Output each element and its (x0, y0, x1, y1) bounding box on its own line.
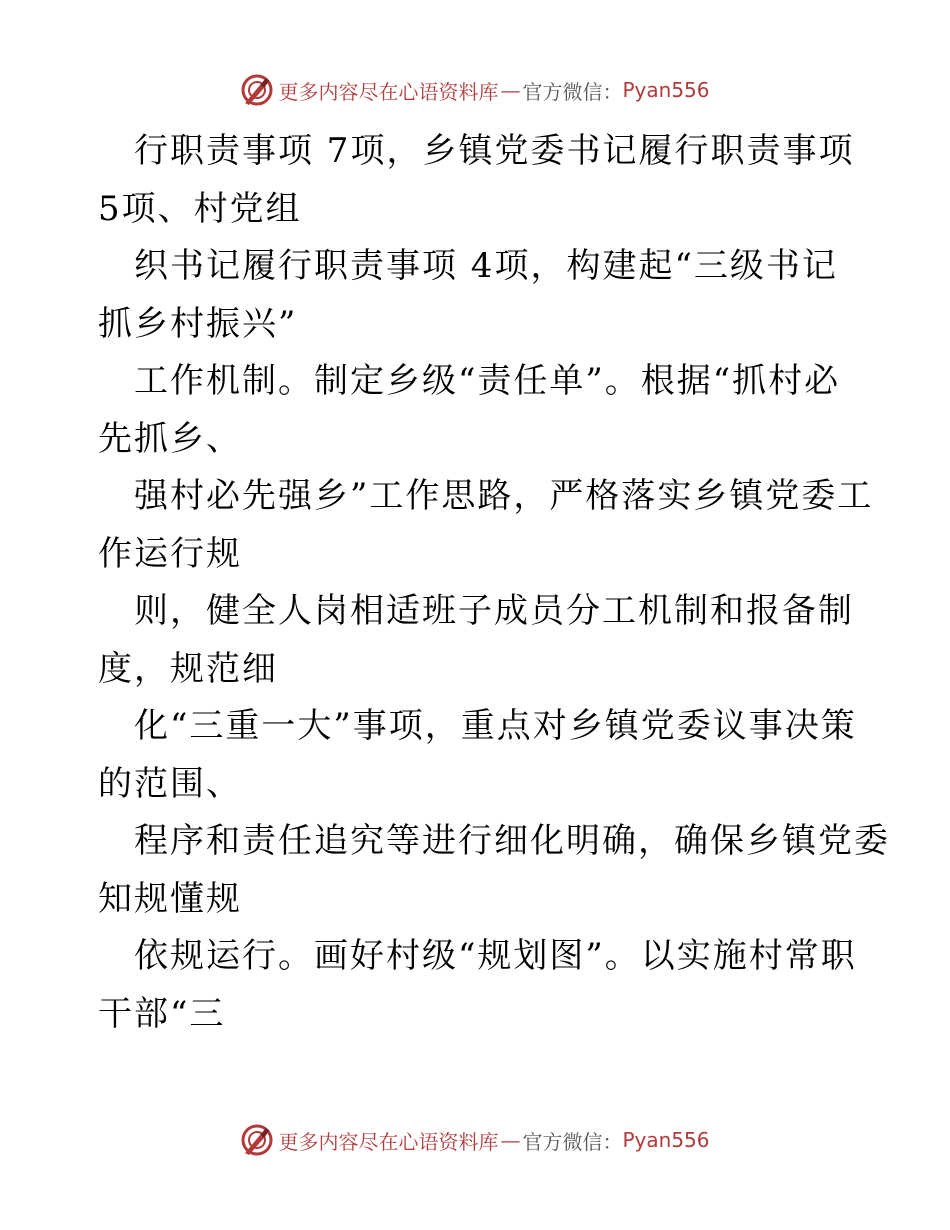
body-line: 行职责事项 7项，乡镇党委书记履行职责事项 (134, 131, 855, 171)
body-line: 干部“三 (98, 993, 226, 1034)
body-line: 依规运行。画好村级“规划图”。以实施村常职 (134, 936, 857, 976)
watermark-separator: — (500, 78, 521, 102)
watermark-wechat-id: Pyan556 (622, 1128, 710, 1152)
body-line: 作运行规 (98, 533, 242, 574)
pen-logo-icon (240, 1123, 274, 1157)
footer-watermark (0, 1120, 950, 1160)
watermark-brand-text: 更多内容尽在心语资料库 (278, 1129, 499, 1154)
document-body (98, 123, 890, 1043)
body-line: 5项、村党组 (98, 188, 302, 229)
watermark-official-label: 官方微信： (522, 1129, 623, 1154)
watermark-separator: — (500, 1128, 521, 1152)
body-line: 度，规范细 (98, 648, 278, 689)
body-line: 则，健全人岗相适班子成员分工机制和报备制 (134, 591, 854, 631)
watermark-official-label: 官方微信： (522, 79, 623, 104)
body-line: 知规懂规 (98, 878, 242, 919)
body-line: 抓乡村振兴” (98, 303, 298, 344)
body-line: 的范围、 (98, 763, 242, 804)
body-line: 织书记履行职责事项 4项，构建起“三级书记 (134, 246, 838, 286)
body-line: 强村必先强乡”工作思路，严格落实乡镇党委工 (134, 476, 874, 516)
watermark-wechat-id: Pyan556 (622, 78, 710, 102)
body-line: 化“三重一大”事项，重点对乡镇党委议事决策 (134, 706, 857, 746)
body-line: 先抓乡、 (98, 418, 242, 459)
body-line: 工作机制。制定乡级“责任单”。根据“抓村必 (134, 361, 841, 401)
watermark-brand-text: 更多内容尽在心语资料库 (278, 79, 499, 104)
body-line: 程序和责任追究等进行细化明确，确保乡镇党委 (134, 821, 890, 861)
header-watermark (0, 70, 950, 110)
pen-logo-icon (240, 73, 274, 107)
